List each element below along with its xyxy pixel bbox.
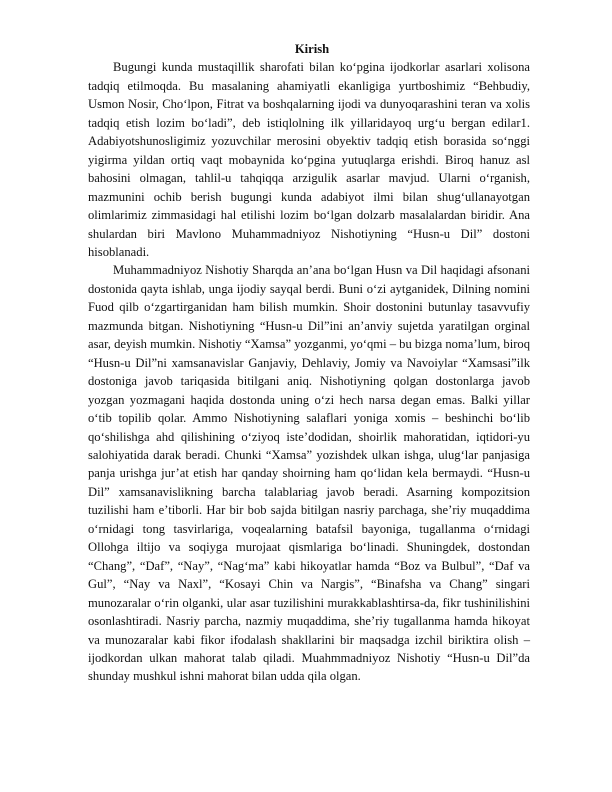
document-page — [88, 40, 530, 686]
page-title: Kirish — [294, 42, 330, 56]
paragraph-nishotiy: Muhammadniyoz Nishotiy Sharqda an’ana bo‘lgan Husn va Dil haqidagi afsonani dostonida qayta ishlab, unga ijodiy sayqal berdi. Buni o‘zi aytganidek, Dilning nomini Fuod qilb o‘zgartirganidan ham bilish mumkin. Shoir dostonini butunlay tasavvufiy mazmunda bitgan. Nishotiyning “Husn-u Dil”ini an’anviy sujetda yaratilgan orginal asar, deyish mumkin. Nishotiy “Xamsa” yozganmi, yo‘qmi – bu bizga noma’lum, biroq “Husn-u Dil”ni xamsanavislar Ganjaviy, Dehlaviy, Jomiy va Navoiylar “Xamsasi”ilk dostoniga javob tariqasida bitilgani aniq. Nishotiyning qolgan dostonlarga javob yozgan yozmagani haqida dostonda uning o‘zi hech narsa degan emas. Balki yillar o‘tib topilib qolar. Ammo Nishotiyning salaflari yoniga xomis – beshinchi bo‘lib qo‘shilishga ahd qilishining o‘ziyoq iste’dodidan, shoirlik mahoratidan, iqtidori-yu salohiyatida darak beradi. Chunki “Xamsa” yozishdek ulkan ishga, ulug‘lar panjasiga panja urishga jur’at etish har qanday shoirning ham qo‘lidan kela bermaydi. “Husn-u Dil” xamsanavislikning barcha talablariag javob beradi. Asarning kompozitsion tuzilishi ham e’tiborli. Har bir bob sajda bitilgan nasriy parchaga, she’riy muqaddima o‘rnidagi tong tasvirlariga, voqealarning batafsil bayoniga, tugallanma o‘rnidagi Ollohga iltijo va soqiyga murojaat qismlariga bo‘linadi. Shuningdek, dostondan “Chang”, “Daf”, “Nay”, “Nag‘ma” kabi hikoyatlar hamda “Boz va Bulbul”, “Daf va Gul”, “Nay va Naxl”, “Kosayi Chin va Nargis”, “Binafsha va Chang” singari munozaralar o‘rin olganki, ular asar tuzilishini murakkablashtirsa-da, fikr tushinilishini osonlashtiradi. Nasriy parcha, nazmiy muqaddima, she’riy tugallanma hamda hikoyat va munozaralar kabi fikor ifodalash shakllarini bir maqsadga izchil biriktira olish – ijodkordan ulkan mahorat talab qiladi. Muahmmadniyoz Nishotiy “Husn-u Dil”da shunday mushkul ishni mahorat bilan udda qila olgan. — [88, 263, 530, 684]
paragraph-introduction: Bugungi kunda mustaqillik sharofati bilan ko‘pgina ijodkorlar asarlari xolisona tadqiq etilmoqda. Bu masalaning ahamiyatli ekanligiga yurtboshimiz “Behbudiy, Usmon Nosir, Cho‘lpon, Fitrat va boshqalarning ijodi va dunyoqarashini teran va xolis tadqiq etish lozim bo‘ladi”, deb istiqlolning ilk yillaridayoq urg‘u bergan edilar1. Adabiyotshunosligimiz yozuvchilar merosini obyektiv tadqiq etish borasida so‘nggi yigirma yildan ortiq vaqt mobaynida ko‘pgina yutuqlarga erishdi. Biroq hanuz asl bahosini olmagan, tahlil-u tahqiqqa arzigulik asarlar mavjud. Ularni o‘rganish, mazmunini ochib berish bugungi kunda adabiyot ilmi bilan shug‘ullanayotgan olimlarimiz zimmasidagi hal etilishi lozim bo‘lgan dolzarb masalalardan biridir. Ana shulardan biri Mavlono Muhammadniyoz Nishotiyning “Husn-u Dil” dostoni hisoblanadi. — [88, 60, 530, 259]
